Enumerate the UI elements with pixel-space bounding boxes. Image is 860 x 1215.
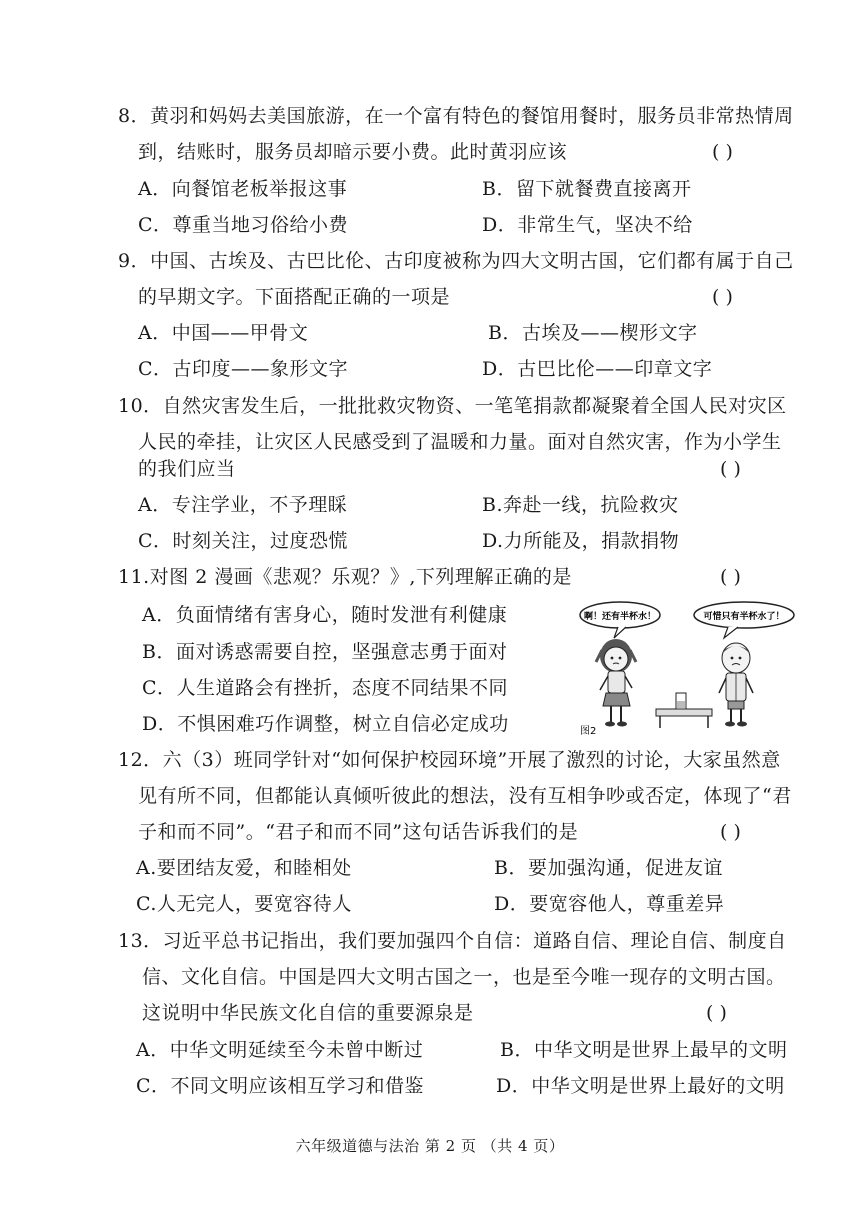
q9-option-c: C．古印度——象形文字 [138,358,349,380]
page-footer: 六年级道德与法治 第 2 页 （共 4 页） [295,1137,565,1155]
q13-answer-blank: ( ) [706,1002,727,1024]
cartoon-illustration [578,598,796,736]
q9-stem-line1: 9．中国、古埃及、古巴比伦、古印度被称为四大文明古国，它们都有属于自己 [118,250,794,272]
q8-stem-line1: 8．黄羽和妈妈去美国旅游，在一个富有特色的餐馆用餐时，服务员非常热情周 [118,105,794,127]
q8-option-b: B．留下就餐费直接离开 [482,178,692,200]
q9-option-a: A．中国——甲骨文 [138,322,309,344]
girl-character [596,639,636,727]
q12-answer-blank: ( ) [720,821,741,843]
q12-stem-line3: 子和而不同”。“君子和而不同”这句话告诉我们的是 [138,821,579,843]
speech-bubble-right-tail [724,627,738,638]
q12-stem-line2: 见有所不同，但都能认真倾听彼此的想法，没有互相争吵或否定，体现了“君 [138,785,792,807]
q9-option-b: B．古埃及——楔形文字 [488,322,698,344]
q12-option-a: A.要团结友爱，和睦相处 [136,857,352,879]
q10-stem-line3: 的我们应当 [138,458,236,480]
q13-stem-line2: 信、文化自信。中国是四大文明古国之一，也是至今唯一现存的文明古国。 [142,966,786,988]
q12-option-d: D．要宽容他人，尊重差异 [494,893,725,915]
q11-answer-blank: ( ) [720,566,741,588]
q11-stem-line1: 11.对图 2 漫画《悲观？乐观？》,下列理解正确的是 [118,566,572,588]
q10-stem-line1: 10．自然灾害发生后，一批批救灾物资、一笔笔捐款都凝聚着全国人民对灾区 [118,395,787,417]
q12-option-c: C.人无完人，要宽容待人 [136,893,352,915]
q8-stem-line2: 到，结账时，服务员却暗示要小费。此时黄羽应该 [138,141,568,163]
q11-option-a: A．负面情绪有害身心，随时发泄有利健康 [142,604,508,626]
q10-answer-blank: ( ) [720,458,741,480]
q12-stem-line1: 12．六（3）班同学针对“如何保护校园环境”开展了激烈的讨论，大家虽然意 [118,749,781,771]
q10-option-c: C．时刻关注，过度恐慌 [138,530,349,552]
speech-bubble-right-text: 可惜只有半杯水了！ [703,612,785,622]
q13-option-c: C．不同文明应该相互学习和借鉴 [136,1075,425,1097]
q9-option-d: D．古巴比伦——印章文字 [482,358,713,380]
q10-option-d: D.力所能及，捐款捐物 [482,530,680,552]
q11-option-b: B．面对诱惑需要自控，坚强意志勇于面对 [142,641,508,663]
table-with-glass [656,693,712,728]
q9-stem-line2: 的早期文字。下面搭配正确的一项是 [138,286,451,308]
speech-bubble-left-text: 啊！还有半杯水！ [583,612,657,622]
q13-option-d: D．中华文明是世界上最好的文明 [496,1075,785,1097]
figure-caption: 图2 [580,726,597,736]
q11-option-d: D．不惧困难巧作调整，树立自信必定成功 [142,713,509,735]
q13-option-a: A．中华文明延续至今未曾中断过 [136,1039,424,1061]
cartoon-figure-2 [578,598,796,736]
q8-answer-blank: ( ) [712,141,733,163]
q12-option-b: B．要加强沟通，促进友谊 [494,857,723,879]
q8-option-a: A．向餐馆老板举报这事 [138,178,348,200]
q13-option-b: B．中华文明是世界上最早的文明 [500,1039,788,1061]
q9-answer-blank: ( ) [712,286,733,308]
q10-option-a: A．专注学业，不予理睬 [138,494,348,516]
q8-option-c: C．尊重当地习俗给小费 [138,214,349,236]
boy-character [719,643,753,727]
q13-stem-line1: 13．习近平总书记指出，我们要加强四个自信：道路自信、理论自信、制度自 [118,930,787,952]
q13-stem-line3: 这说明中华民族文化自信的重要源泉是 [142,1002,474,1024]
q8-option-d: D．非常生气，坚决不给 [482,214,693,236]
q10-option-b: B.奔赴一线，抗险救灾 [482,494,679,516]
q10-stem-line2: 人民的牵挂，让灾区人民感受到了温暖和力量。面对自然灾害，作为小学生 [138,431,782,453]
q11-option-c: C．人生道路会有挫折，态度不同结果不同 [142,677,509,699]
